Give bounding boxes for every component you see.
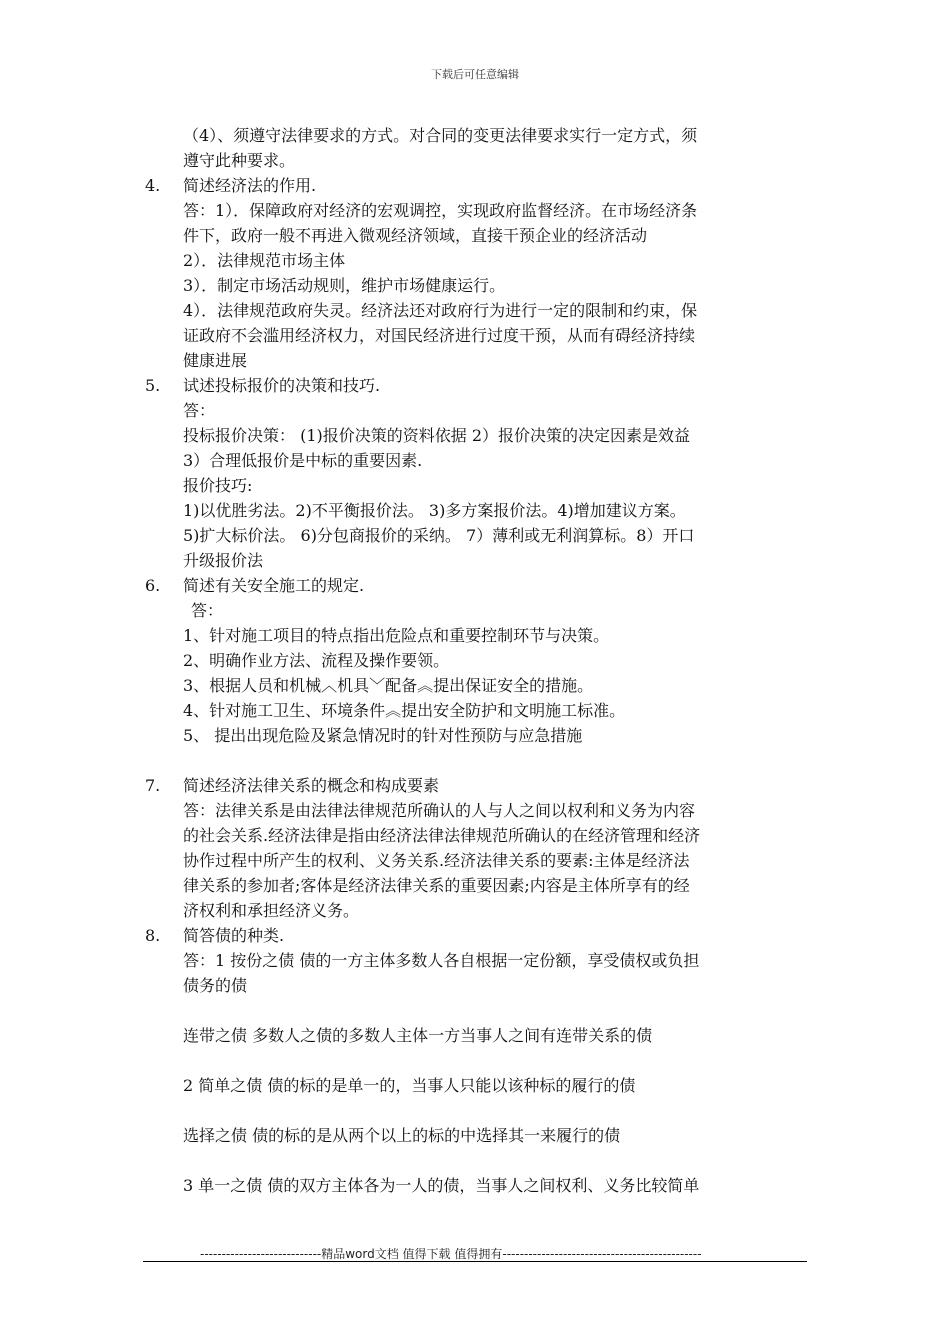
- text-line: 1)以优胜劣法。2)不平衡报价法。 3)多方案报价法。4)增加建议方案。: [183, 501, 686, 520]
- text-line: 连带之债 多数人之债的多数人主体一方当事人之间有连带关系的债: [183, 1026, 653, 1045]
- text-line: 选择之债 债的标的是从两个以上的标的中选择其一来履行的债: [183, 1126, 621, 1145]
- blank-line: [145, 998, 820, 1023]
- text-line: 答：: [183, 401, 216, 420]
- question-heading: [145, 773, 820, 798]
- text-line: 2）．法律规范市场主体: [183, 251, 346, 270]
- text-line: 证政府不会滥用经济权力，对国民经济进行过度干预，从而有碍经济持续: [183, 326, 696, 345]
- question-text: 简答债的种类.: [183, 926, 285, 945]
- page-footer: ----------------------------精品word文档 值得下载 值得拥有----------------------------------------------: [200, 1247, 702, 1261]
- text-line: 的社会关系.经济法律是指由经济法律法律规范所确认的在经济管理和经济: [183, 826, 701, 845]
- question-number: 7.: [145, 776, 161, 795]
- question-heading: [145, 573, 820, 598]
- question-text: 试述投标报价的决策和技巧.: [183, 376, 381, 395]
- blank-line: [145, 1098, 820, 1123]
- text-line: 投标报价决策： (1)报价决策的资料依据 2）报价决策的决定因素是效益: [183, 426, 691, 445]
- question-text: 简述经济法的作用.: [183, 176, 317, 195]
- question-text: 简述经济法律关系的概念和构成要素: [183, 776, 440, 795]
- question-number: 5.: [145, 376, 161, 395]
- text-line: 遵守此种要求。: [183, 151, 296, 170]
- question-number: 6.: [145, 576, 161, 595]
- text-line: 5、 提出出现危险及紧急情况时的针对性预防与应急措施: [183, 726, 583, 745]
- text-line: 答：1 按份之债 债的一方主体多数人各自根据一定份额，享受债权或负担: [183, 951, 700, 970]
- text-line: 3）合理低报价是中标的重要因素.: [183, 451, 423, 470]
- text-line: 3、根据人员和机械︿机具﹀配备︽提出保证安全的措施。: [183, 676, 594, 695]
- document-body: [145, 123, 820, 1198]
- blank-line: [145, 1048, 820, 1073]
- text-line: 报价技巧:: [183, 476, 253, 495]
- text-line: 2 简单之债 债的标的是单一的，当事人只能以该种标的履行的债: [183, 1076, 636, 1095]
- text-line: 4、针对施工卫生、环境条件︽提出安全防护和文明施工标准。: [183, 701, 626, 720]
- footer-rule: [143, 1261, 807, 1262]
- question-number: 8.: [145, 926, 161, 945]
- text-line: 健康进展: [183, 351, 248, 370]
- text-line: 2、明确作业方法、流程及操作要领。: [183, 651, 450, 670]
- question-text: 简述有关安全施工的规定.: [183, 576, 365, 595]
- text-line: 济权利和承担经济义务。: [183, 901, 360, 920]
- text-line: 升级报价法: [183, 551, 264, 570]
- text-line: 5)扩大标价法。 6)分包商报价的采纳。 7）薄利或无利润算标。8）开口: [183, 526, 695, 545]
- question-heading: [145, 173, 820, 198]
- question-heading: [145, 923, 820, 948]
- text-line: 债务的债: [183, 976, 248, 995]
- text-line: 答：: [191, 601, 224, 620]
- question-heading: [145, 373, 820, 398]
- blank-line: [145, 748, 820, 773]
- text-line: 件下，政府一般不再进入微观经济领域，直接干预企业的经济活动: [183, 226, 648, 245]
- text-line: 3）．制定市场活动规则，维护市场健康运行。: [183, 276, 506, 295]
- text-line: 协作过程中所产生的权利、义务关系.经济法律关系的要素:主体是经济法: [183, 851, 690, 870]
- text-line: 3 单一之债 债的双方主体各为一人的债，当事人之间权利、义务比较简单: [183, 1176, 700, 1195]
- text-line: 答：1）．保障政府对经济的宏观调控，实现政府监督经济。在市场经济条: [183, 201, 698, 220]
- text-line: 律关系的参加者;客体是经济法律关系的重要因素;内容是主体所享有的经: [183, 876, 690, 895]
- text-line: 4）．法律规范政府失灵。经济法还对政府行为进行一定的限制和约束，保: [183, 301, 698, 320]
- blank-line: [145, 1148, 820, 1173]
- text-line: （4）、须遵守法律要求的方式。对合同的变更法律要求实行一定方式，须: [183, 126, 698, 145]
- text-line: 答：法律关系是由法律法律规范所确认的人与人之间以权利和义务为内容: [183, 801, 696, 820]
- page-header: 下载后可任意编辑: [431, 68, 519, 81]
- question-number: 4.: [145, 176, 161, 195]
- text-line: 1、针对施工项目的特点指出危险点和重要控制环节与决策。: [183, 626, 610, 645]
